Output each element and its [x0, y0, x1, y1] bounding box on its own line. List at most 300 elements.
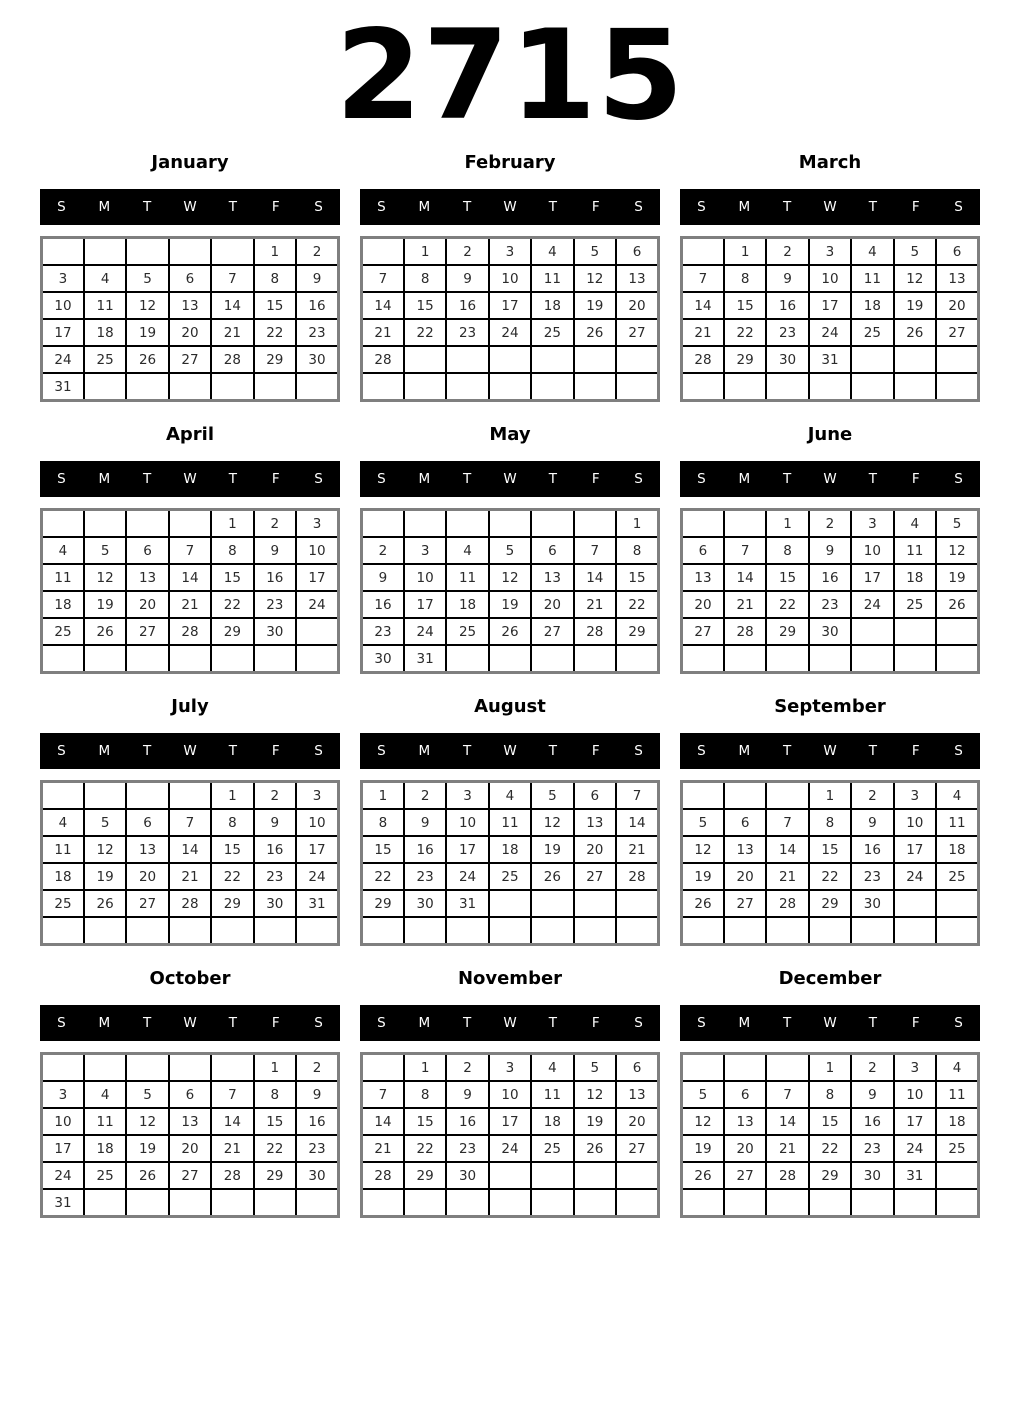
week-row — [42, 863, 339, 890]
day-cell: 6 — [724, 809, 766, 836]
month-grid — [40, 1052, 340, 1218]
empty-cell — [616, 645, 658, 673]
week-row — [42, 265, 339, 292]
day-cell: 17 — [489, 1108, 531, 1135]
day-cell: 28 — [362, 1162, 404, 1189]
day-cell: 30 — [254, 890, 296, 917]
day-cell: 25 — [84, 346, 126, 373]
empty-cell — [84, 510, 126, 538]
day-cell: 18 — [84, 319, 126, 346]
day-of-week-header — [680, 189, 980, 225]
month-title: November — [457, 968, 563, 989]
empty-cell — [489, 373, 531, 401]
empty-cell — [296, 917, 338, 945]
day-cell: 31 — [809, 346, 851, 373]
dow-label: W — [823, 743, 837, 759]
day-cell: 21 — [169, 591, 211, 618]
day-cell: 12 — [126, 292, 168, 319]
day-cell: 29 — [211, 618, 253, 645]
week-row — [682, 510, 979, 538]
month-july — [40, 696, 340, 946]
day-cell: 17 — [404, 591, 446, 618]
empty-cell — [211, 238, 253, 266]
month-grid — [360, 780, 660, 946]
day-cell: 18 — [936, 1108, 978, 1135]
day-cell: 14 — [211, 1108, 253, 1135]
empty-cell — [42, 510, 84, 538]
dow-label: W — [503, 743, 517, 759]
empty-cell — [489, 346, 531, 373]
dow-label: W — [503, 471, 517, 487]
empty-cell — [851, 917, 893, 945]
empty-cell — [531, 645, 573, 673]
day-cell: 6 — [936, 238, 978, 266]
day-cell: 3 — [296, 510, 338, 538]
empty-cell — [42, 917, 84, 945]
day-cell: 20 — [616, 292, 658, 319]
day-cell: 22 — [404, 319, 446, 346]
day-cell: 28 — [169, 618, 211, 645]
day-cell: 27 — [936, 319, 978, 346]
week-row — [42, 1054, 339, 1082]
day-cell: 3 — [894, 782, 936, 810]
empty-cell — [84, 917, 126, 945]
empty-cell — [682, 917, 724, 945]
day-cell: 12 — [682, 836, 724, 863]
day-cell: 2 — [446, 238, 488, 266]
day-cell: 20 — [724, 1135, 766, 1162]
month-november — [360, 968, 660, 1218]
dow-label: T — [783, 743, 792, 759]
day-cell: 15 — [724, 292, 766, 319]
day-cell: 7 — [211, 1081, 253, 1108]
day-cell: 23 — [254, 591, 296, 618]
day-cell: 3 — [42, 1081, 84, 1108]
dow-label: M — [738, 199, 751, 215]
day-cell: 4 — [894, 510, 936, 538]
empty-cell — [42, 782, 84, 810]
day-cell: 16 — [296, 1108, 338, 1135]
day-cell: 6 — [531, 537, 573, 564]
day-cell: 18 — [894, 564, 936, 591]
day-cell: 23 — [362, 618, 404, 645]
day-cell: 21 — [682, 319, 724, 346]
day-cell: 15 — [211, 836, 253, 863]
empty-cell — [42, 645, 84, 673]
empty-cell — [809, 917, 851, 945]
day-cell: 10 — [446, 809, 488, 836]
day-cell: 5 — [84, 537, 126, 564]
empty-cell — [724, 1054, 766, 1082]
empty-cell — [531, 917, 573, 945]
day-cell: 23 — [446, 319, 488, 346]
day-cell: 12 — [574, 265, 616, 292]
day-cell: 29 — [766, 618, 808, 645]
day-cell: 16 — [362, 591, 404, 618]
dow-label: M — [98, 199, 111, 215]
dow-label: W — [823, 471, 837, 487]
day-cell: 22 — [362, 863, 404, 890]
day-cell: 9 — [404, 809, 446, 836]
month-title: December — [778, 968, 882, 989]
day-cell: 2 — [362, 537, 404, 564]
empty-cell — [84, 373, 126, 401]
dow-label: T — [548, 471, 557, 487]
day-cell: 14 — [169, 564, 211, 591]
empty-cell — [362, 238, 404, 266]
day-cell: 17 — [296, 836, 338, 863]
day-cell: 3 — [809, 238, 851, 266]
dow-label: S — [697, 199, 706, 215]
day-of-week-header — [360, 1005, 660, 1041]
empty-cell — [724, 510, 766, 538]
day-cell: 29 — [809, 1162, 851, 1189]
empty-cell — [254, 917, 296, 945]
empty-cell — [894, 917, 936, 945]
month-title: May — [489, 424, 531, 445]
empty-cell — [254, 1189, 296, 1217]
dow-label: F — [271, 1015, 280, 1031]
day-cell: 5 — [682, 1081, 724, 1108]
day-cell: 2 — [809, 510, 851, 538]
week-row — [42, 836, 339, 863]
week-row — [362, 319, 659, 346]
day-cell: 27 — [126, 890, 168, 917]
day-cell: 26 — [84, 618, 126, 645]
day-cell: 19 — [531, 836, 573, 863]
empty-cell — [616, 346, 658, 373]
dow-label: S — [314, 199, 323, 215]
day-cell: 16 — [254, 564, 296, 591]
day-cell: 5 — [894, 238, 936, 266]
day-cell: 17 — [809, 292, 851, 319]
dow-label: T — [548, 743, 557, 759]
week-row — [362, 618, 659, 645]
day-of-week-header — [360, 189, 660, 225]
day-cell: 2 — [296, 238, 338, 266]
day-cell: 10 — [42, 292, 84, 319]
empty-cell — [126, 510, 168, 538]
week-row — [42, 618, 339, 645]
dow-label: T — [228, 1015, 237, 1031]
day-cell: 11 — [936, 809, 978, 836]
empty-cell — [362, 373, 404, 401]
empty-cell — [724, 645, 766, 673]
day-cell: 14 — [169, 836, 211, 863]
day-cell: 25 — [851, 319, 893, 346]
year-title: 2715 — [335, 4, 685, 148]
day-cell: 29 — [404, 1162, 446, 1189]
week-row — [42, 591, 339, 618]
day-cell: 16 — [446, 1108, 488, 1135]
day-cell: 4 — [489, 782, 531, 810]
dow-label: T — [868, 199, 877, 215]
empty-cell — [169, 1054, 211, 1082]
dow-label: F — [271, 743, 280, 759]
day-cell: 24 — [489, 1135, 531, 1162]
empty-cell — [126, 645, 168, 673]
day-cell: 27 — [574, 863, 616, 890]
week-row — [42, 537, 339, 564]
week-row — [362, 1081, 659, 1108]
day-cell: 11 — [851, 265, 893, 292]
empty-cell — [936, 917, 978, 945]
week-row — [42, 238, 339, 266]
day-cell: 14 — [616, 809, 658, 836]
day-cell: 6 — [169, 265, 211, 292]
day-cell: 16 — [851, 836, 893, 863]
day-cell: 15 — [404, 292, 446, 319]
dow-label: W — [823, 199, 837, 215]
day-cell: 2 — [254, 510, 296, 538]
day-cell: 24 — [42, 1162, 84, 1189]
day-cell: 6 — [616, 1054, 658, 1082]
empty-cell — [894, 645, 936, 673]
day-cell: 1 — [211, 782, 253, 810]
day-cell: 12 — [489, 564, 531, 591]
day-cell: 30 — [851, 1162, 893, 1189]
day-cell: 19 — [126, 1135, 168, 1162]
dow-label: M — [738, 471, 751, 487]
day-cell: 19 — [936, 564, 978, 591]
week-row — [682, 1108, 979, 1135]
day-cell: 27 — [126, 618, 168, 645]
day-cell: 4 — [42, 537, 84, 564]
empty-cell — [211, 373, 253, 401]
dow-label: W — [183, 743, 197, 759]
day-cell: 28 — [169, 890, 211, 917]
empty-cell — [574, 890, 616, 917]
day-cell: 5 — [574, 1054, 616, 1082]
day-cell: 18 — [42, 863, 84, 890]
day-cell: 19 — [574, 1108, 616, 1135]
month-title: June — [807, 424, 853, 445]
dow-label: M — [418, 743, 431, 759]
day-cell: 19 — [84, 591, 126, 618]
week-row — [682, 346, 979, 373]
day-cell: 18 — [446, 591, 488, 618]
day-cell: 24 — [296, 591, 338, 618]
day-cell: 9 — [362, 564, 404, 591]
dow-label: M — [98, 471, 111, 487]
dow-label: M — [738, 743, 751, 759]
day-cell: 22 — [809, 1135, 851, 1162]
day-cell: 5 — [936, 510, 978, 538]
day-cell: 6 — [126, 537, 168, 564]
empty-cell — [574, 1189, 616, 1217]
empty-cell — [446, 346, 488, 373]
day-cell: 10 — [894, 1081, 936, 1108]
day-cell: 6 — [724, 1081, 766, 1108]
dow-label: S — [57, 743, 66, 759]
day-cell: 11 — [894, 537, 936, 564]
empty-cell — [894, 1189, 936, 1217]
day-cell: 23 — [851, 1135, 893, 1162]
day-cell: 10 — [894, 809, 936, 836]
day-cell: 25 — [531, 319, 573, 346]
day-cell: 18 — [42, 591, 84, 618]
day-cell: 7 — [766, 809, 808, 836]
day-cell: 28 — [766, 1162, 808, 1189]
week-row — [362, 645, 659, 673]
empty-cell — [404, 346, 446, 373]
day-cell: 25 — [42, 890, 84, 917]
day-cell: 24 — [489, 319, 531, 346]
dow-label: T — [463, 1015, 472, 1031]
empty-cell — [809, 373, 851, 401]
day-cell: 16 — [851, 1108, 893, 1135]
day-cell: 8 — [724, 265, 766, 292]
day-cell: 3 — [296, 782, 338, 810]
empty-cell — [574, 1162, 616, 1189]
dow-label: T — [783, 1015, 792, 1031]
month-january — [40, 152, 340, 402]
empty-cell — [809, 645, 851, 673]
empty-cell — [126, 373, 168, 401]
empty-cell — [894, 890, 936, 917]
day-cell: 16 — [404, 836, 446, 863]
day-cell: 1 — [404, 1054, 446, 1082]
week-row — [362, 1054, 659, 1082]
day-cell: 11 — [84, 292, 126, 319]
week-row — [42, 510, 339, 538]
day-cell: 28 — [211, 346, 253, 373]
month-june — [680, 424, 980, 674]
empty-cell — [616, 1189, 658, 1217]
week-row — [42, 1162, 339, 1189]
day-cell: 17 — [851, 564, 893, 591]
empty-cell — [574, 917, 616, 945]
empty-cell — [296, 1189, 338, 1217]
day-cell: 27 — [616, 319, 658, 346]
empty-cell — [169, 1189, 211, 1217]
dow-label: T — [783, 199, 792, 215]
day-cell: 9 — [296, 265, 338, 292]
empty-cell — [894, 346, 936, 373]
day-cell: 18 — [531, 292, 573, 319]
dow-label: S — [57, 199, 66, 215]
day-cell: 26 — [894, 319, 936, 346]
empty-cell — [682, 1189, 724, 1217]
dow-label: S — [377, 743, 386, 759]
day-cell: 2 — [404, 782, 446, 810]
day-cell: 14 — [211, 292, 253, 319]
day-cell: 23 — [296, 1135, 338, 1162]
empty-cell — [362, 1054, 404, 1082]
day-cell: 1 — [404, 238, 446, 266]
day-cell: 13 — [126, 564, 168, 591]
empty-cell — [531, 346, 573, 373]
day-cell: 15 — [211, 564, 253, 591]
empty-cell — [404, 1189, 446, 1217]
dow-label: S — [954, 199, 963, 215]
empty-cell — [296, 618, 338, 645]
day-cell: 8 — [616, 537, 658, 564]
day-cell: 15 — [616, 564, 658, 591]
day-cell: 17 — [894, 1108, 936, 1135]
dow-label: F — [911, 471, 920, 487]
dow-label: W — [823, 1015, 837, 1031]
day-cell: 23 — [809, 591, 851, 618]
day-cell: 4 — [851, 238, 893, 266]
dow-label: S — [634, 1015, 643, 1031]
day-cell: 6 — [126, 809, 168, 836]
dow-label: F — [271, 471, 280, 487]
dow-label: S — [377, 471, 386, 487]
week-row — [682, 890, 979, 917]
day-cell: 29 — [724, 346, 766, 373]
day-cell: 29 — [254, 1162, 296, 1189]
day-cell: 9 — [809, 537, 851, 564]
calendar-months — [0, 138, 1020, 1218]
day-cell: 18 — [531, 1108, 573, 1135]
week-row — [362, 1135, 659, 1162]
month-title: July — [171, 696, 209, 717]
day-cell: 1 — [809, 782, 851, 810]
empty-cell — [169, 917, 211, 945]
week-row — [42, 319, 339, 346]
day-cell: 13 — [169, 1108, 211, 1135]
day-cell: 25 — [42, 618, 84, 645]
dow-label: T — [228, 743, 237, 759]
empty-cell — [851, 373, 893, 401]
day-cell: 1 — [766, 510, 808, 538]
empty-cell — [84, 782, 126, 810]
day-cell: 31 — [894, 1162, 936, 1189]
empty-cell — [42, 1054, 84, 1082]
month-march — [680, 152, 980, 402]
week-row — [42, 890, 339, 917]
day-cell: 26 — [489, 618, 531, 645]
week-row — [682, 917, 979, 945]
dow-label: T — [868, 1015, 877, 1031]
empty-cell — [126, 1054, 168, 1082]
day-cell: 9 — [254, 537, 296, 564]
week-row — [42, 1108, 339, 1135]
day-cell: 18 — [851, 292, 893, 319]
day-cell: 4 — [446, 537, 488, 564]
day-cell: 8 — [211, 537, 253, 564]
week-row — [42, 1081, 339, 1108]
week-row — [362, 917, 659, 945]
empty-cell — [574, 373, 616, 401]
day-of-week-header — [680, 461, 980, 497]
empty-cell — [936, 1189, 978, 1217]
dow-label: S — [377, 1015, 386, 1031]
empty-cell — [724, 373, 766, 401]
day-cell: 7 — [362, 265, 404, 292]
day-cell: 19 — [489, 591, 531, 618]
empty-cell — [682, 782, 724, 810]
day-cell: 26 — [84, 890, 126, 917]
day-cell: 27 — [531, 618, 573, 645]
day-of-week-header — [680, 1005, 980, 1041]
week-row — [362, 564, 659, 591]
day-cell: 8 — [254, 1081, 296, 1108]
day-cell: 12 — [894, 265, 936, 292]
month-title: September — [774, 696, 886, 717]
day-of-week-header — [360, 461, 660, 497]
day-cell: 25 — [446, 618, 488, 645]
day-cell: 21 — [211, 1135, 253, 1162]
day-cell: 31 — [42, 373, 84, 401]
day-cell: 6 — [616, 238, 658, 266]
week-row — [362, 1189, 659, 1217]
day-cell: 7 — [724, 537, 766, 564]
day-cell: 23 — [254, 863, 296, 890]
empty-cell — [489, 1162, 531, 1189]
week-row — [42, 1189, 339, 1217]
